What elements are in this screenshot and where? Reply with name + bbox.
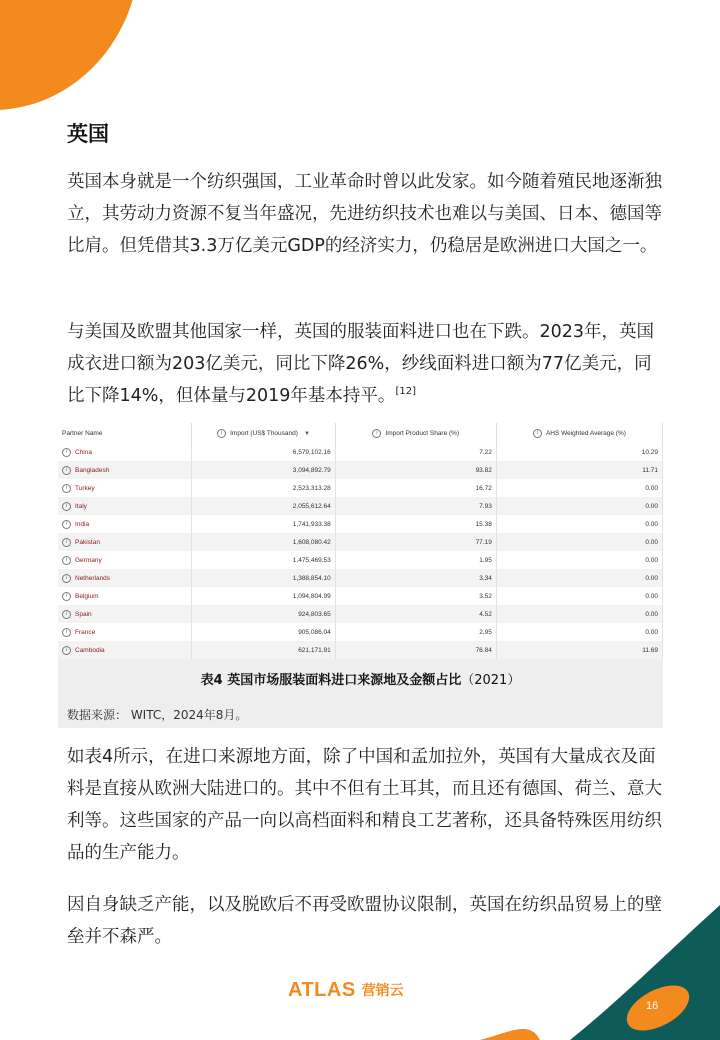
partner-name: Spain <box>75 610 92 618</box>
corner-decoration <box>0 0 140 110</box>
info-icon[interactable]: i <box>62 610 71 619</box>
partner-name: Belgium <box>75 592 99 600</box>
partner-name-cell[interactable] <box>58 587 192 605</box>
info-icon[interactable]: i <box>62 484 71 493</box>
import-value-cell: 1,608,080.42 <box>192 533 335 551</box>
share-value-cell: 76.84 <box>335 641 496 659</box>
partner-name: India <box>75 520 90 528</box>
partner-name-cell[interactable] <box>58 479 192 497</box>
partner-name: Bangladesh <box>75 466 110 474</box>
col-header-partner[interactable]: Partner Name <box>58 423 192 443</box>
info-icon[interactable]: i <box>62 556 71 565</box>
ahs-value-cell: 0.00 <box>496 533 662 551</box>
data-source: 数据来源： WITC，2024年8月。 <box>67 708 248 722</box>
import-value-cell: 1,388,854.10 <box>192 569 335 587</box>
table-row <box>58 569 663 587</box>
ahs-value-cell: 0.00 <box>496 605 662 623</box>
info-icon[interactable]: i <box>62 628 71 637</box>
table-row <box>58 479 663 497</box>
info-icon[interactable]: i <box>62 466 71 475</box>
partner-name: China <box>75 448 92 456</box>
col-header-share-label: Import Product Share (%) <box>385 429 460 437</box>
paragraph-4: 因自身缺乏产能，以及脱欧后不再受欧盟协议限制，英国在纺织品贸易上的壁垒并不森严。 <box>67 895 662 947</box>
ahs-value-cell: 0.00 <box>496 515 662 533</box>
partner-name-cell[interactable] <box>58 515 192 533</box>
share-value-cell: 16.72 <box>335 479 496 497</box>
col-header-ahs[interactable] <box>496 423 662 443</box>
import-value-cell: 1,094,804.99 <box>192 587 335 605</box>
col-header-ahs-label: AHS Weighted Average (%) <box>545 429 626 437</box>
partner-name: France <box>75 628 96 636</box>
ahs-value-cell: 0.00 <box>496 623 662 641</box>
info-icon: i <box>533 429 542 438</box>
table-caption-title: 表4 英国市场服装面料进口来源地及金额占比 <box>200 673 462 688</box>
ahs-value-cell: 0.00 <box>496 497 662 515</box>
table-row <box>58 497 663 515</box>
partner-name: Cambodia <box>75 646 105 654</box>
partner-name: Italy <box>75 502 87 510</box>
citation-ref[interactable]: [12] <box>395 386 416 397</box>
info-icon[interactable]: i <box>62 538 71 547</box>
share-value-cell: 1.95 <box>335 551 496 569</box>
share-value-cell: 3.34 <box>335 569 496 587</box>
partner-name: Germany <box>75 556 102 564</box>
info-icon[interactable]: i <box>62 520 71 529</box>
import-value-cell: 905,086.04 <box>192 623 335 641</box>
table-row <box>58 443 663 461</box>
page-number: 16 <box>646 1000 659 1012</box>
table-caption <box>58 669 663 688</box>
info-icon[interactable]: i <box>62 574 71 583</box>
paragraph-2 <box>67 316 667 412</box>
atlas-logo <box>288 977 404 1003</box>
table-row <box>58 551 663 569</box>
table-row <box>58 515 663 533</box>
figure-table <box>58 423 663 728</box>
col-header-import-label: Import (US$ Thousand) <box>230 429 298 437</box>
share-value-cell: 7.22 <box>335 443 496 461</box>
partner-name: Turkey <box>75 484 95 492</box>
table-caption-year: （2021） <box>461 673 521 688</box>
partner-name-cell[interactable] <box>58 641 192 659</box>
partner-name-cell[interactable] <box>58 497 192 515</box>
partner-name-cell[interactable] <box>58 533 192 551</box>
paragraph-1: 英国本身就是一个纺织强国，工业革命时曾以此发家。如今随着殖民地逐渐独立，其劳动力资源不复当年盛况，先进纺织技术也难以与美国、日本、德国等比肩。但凭借其3.3万亿美元GDP的经济实力，仍稳居是欧洲进口大国之一。 <box>67 172 662 256</box>
share-value-cell: 15.38 <box>335 515 496 533</box>
ahs-value-cell: 0.00 <box>496 479 662 497</box>
ahs-value-cell: 10.29 <box>496 443 662 461</box>
partner-name-cell[interactable] <box>58 443 192 461</box>
ahs-value-cell: 0.00 <box>496 551 662 569</box>
share-value-cell: 4.52 <box>335 605 496 623</box>
partner-name-cell[interactable] <box>58 551 192 569</box>
col-header-import[interactable] <box>192 423 335 443</box>
paragraph-3: 如表4所示，在进口来源地方面，除了中国和孟加拉外，英国有大量成衣及面料是直接从欧洲大陆进口的。其中不但有土耳其，而且还有德国、荷兰、意大利等。这些国家的产品一向以高档面料和精良工艺著称，还具备特殊医用纺织品的生产能力。 <box>67 747 662 863</box>
import-value-cell: 2,055,612.64 <box>192 497 335 515</box>
ahs-value-cell: 11.69 <box>496 641 662 659</box>
table-row <box>58 461 663 479</box>
import-value-cell: 2,523,313.28 <box>192 479 335 497</box>
import-value-cell: 924,803.65 <box>192 605 335 623</box>
partner-name: Netherlands <box>75 574 111 582</box>
table-row <box>58 605 663 623</box>
table-row <box>58 623 663 641</box>
partner-name-cell[interactable] <box>58 623 192 641</box>
share-value-cell: 2.95 <box>335 623 496 641</box>
import-value-cell: 3,094,892.79 <box>192 461 335 479</box>
info-icon[interactable]: i <box>62 448 71 457</box>
sort-descending-icon[interactable]: ▼ <box>303 430 310 437</box>
share-value-cell: 77.19 <box>335 533 496 551</box>
table-row <box>58 641 663 659</box>
ahs-value-cell: 0.00 <box>496 587 662 605</box>
ahs-value-cell: 0.00 <box>496 569 662 587</box>
ahs-value-cell: 11.71 <box>496 461 662 479</box>
import-table <box>58 423 663 659</box>
partner-name: Pakistan <box>75 538 100 546</box>
import-value-cell: 1,741,933.38 <box>192 515 335 533</box>
info-icon[interactable]: i <box>62 592 71 601</box>
import-value-cell: 1,475,469.53 <box>192 551 335 569</box>
info-icon: i <box>217 429 226 438</box>
page-heading: 英国 <box>67 122 109 146</box>
info-icon[interactable]: i <box>62 646 71 655</box>
partner-name-cell[interactable] <box>58 461 192 479</box>
share-value-cell: 93.82 <box>335 461 496 479</box>
col-header-share[interactable] <box>335 423 496 443</box>
share-value-cell: 3.52 <box>335 587 496 605</box>
info-icon[interactable]: i <box>62 502 71 511</box>
import-value-cell: 621,171.91 <box>192 641 335 659</box>
logo-text: 营销云 <box>361 983 404 999</box>
partner-name-cell[interactable] <box>58 605 192 623</box>
share-value-cell: 7.93 <box>335 497 496 515</box>
logo-mark: ATLAS <box>288 978 356 1001</box>
import-value-cell: 6,579,102.16 <box>192 443 335 461</box>
table-header-row <box>58 423 663 443</box>
partner-name-cell[interactable] <box>58 569 192 587</box>
table-row <box>58 587 663 605</box>
table-row <box>58 533 663 551</box>
info-icon: i <box>372 429 381 438</box>
paragraph-2-text: 与美国及欧盟其他国家一样，英国的服装面料进口也在下跌。2023年，英国成衣进口额为203亿美元，同比下降26%，纱线面料进口额为77亿美元，同比下降14%，但体量与2019年基本持平。 <box>67 322 655 406</box>
